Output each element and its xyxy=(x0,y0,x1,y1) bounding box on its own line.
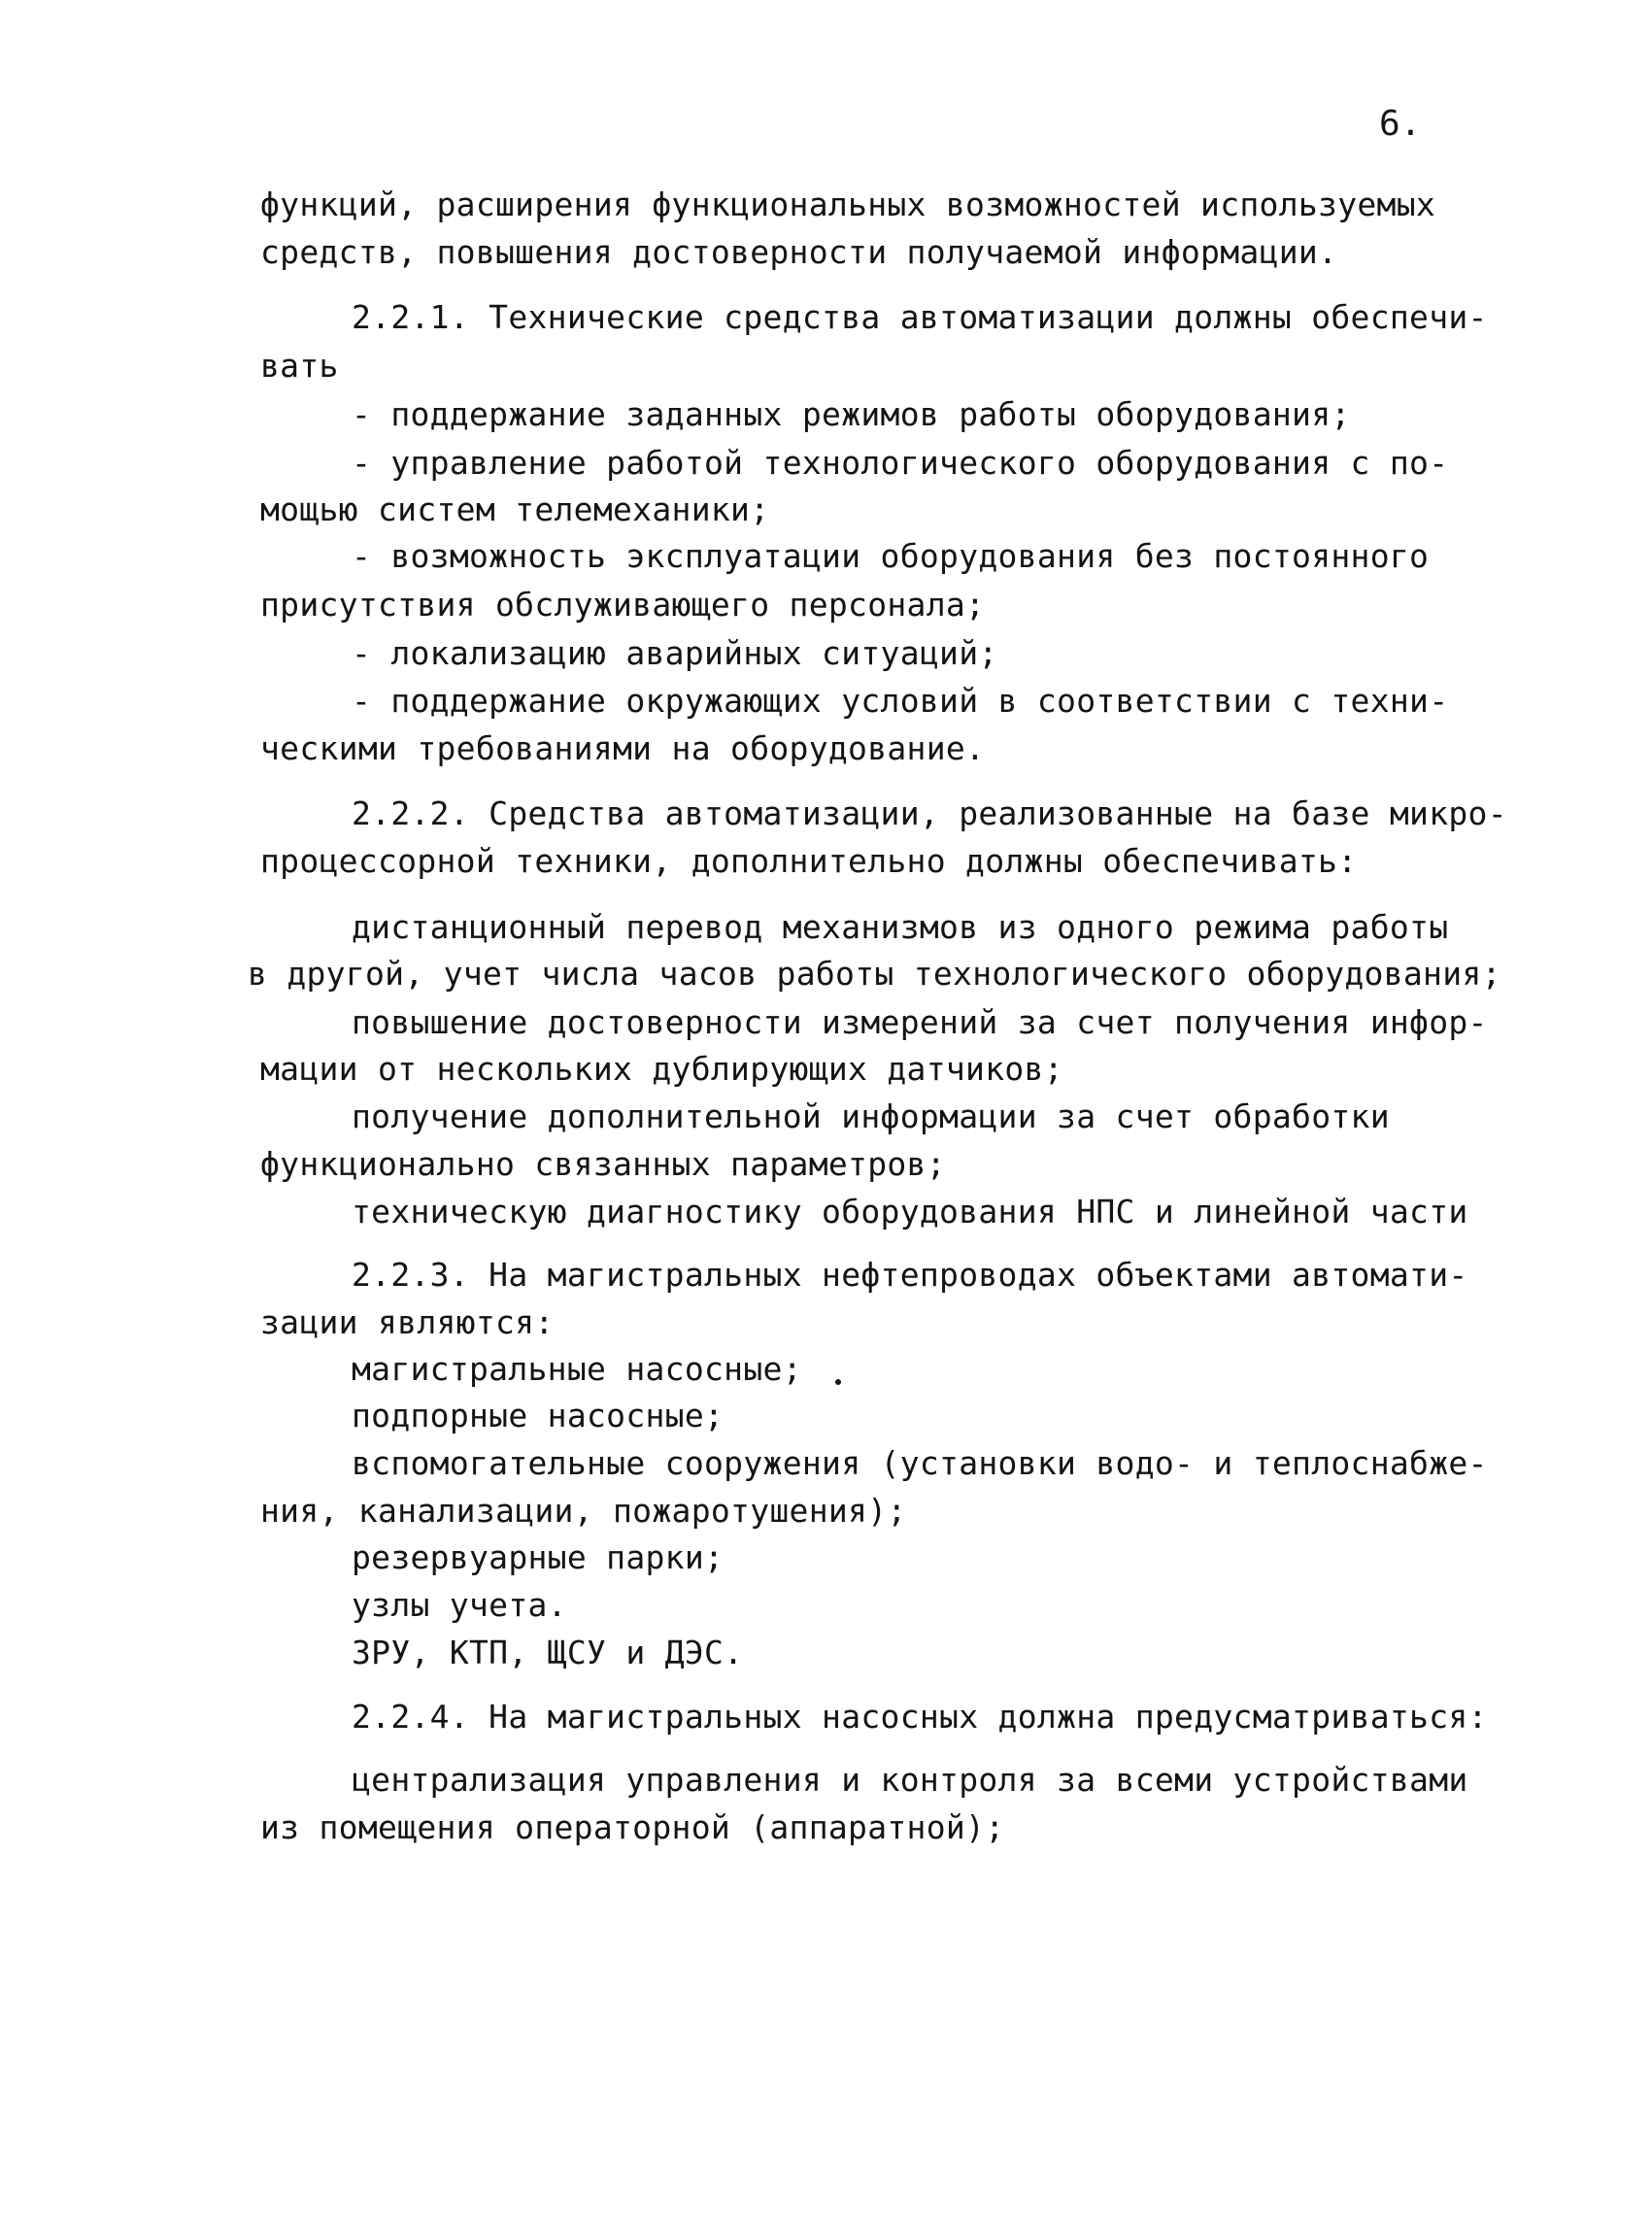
list-item: ЗРУ, КТП, ЩСУ и ДЭС. xyxy=(352,1634,744,1671)
text-line: ния, канализации, пожаротушения); xyxy=(260,1492,907,1530)
page-number: 6. xyxy=(1379,104,1422,144)
list-item: - локализацию аварийных ситуаций; xyxy=(352,634,998,672)
list-item: - поддержание окружающих условий в соответствии с техни- xyxy=(352,682,1449,720)
text-line: процессорной техники, дополнительно должны обеспечивать: xyxy=(260,842,1358,880)
text-line: в другой, учет числа часов работы технологического оборудования; xyxy=(248,955,1501,993)
list-item: - поддержание заданных режимов работы оборудования; xyxy=(352,395,1351,433)
list-item: повышение достоверности измерений за счет получения инфор- xyxy=(352,1003,1488,1041)
section-heading-2-2-1: 2.2.1. Технические средства автоматизации должны обеспечи- xyxy=(352,298,1488,336)
list-item: - возможность эксплуатации оборудования без постоянного xyxy=(352,537,1430,575)
text-line: функционально связанных параметров; xyxy=(260,1145,946,1183)
text-line: ческими требованиями на оборудование. xyxy=(260,729,986,767)
list-item: узлы учета. xyxy=(352,1586,567,1624)
list-item: дистанционный перевод механизмов из одного режима работы xyxy=(352,908,1449,946)
list-item: - управление работой технологического оборудования с по- xyxy=(352,444,1449,482)
section-heading-2-2-3: 2.2.3. На магистральных нефтепроводах объектами автомати- xyxy=(352,1256,1468,1294)
text-line: функций, расширения функциональных возможностей используемых xyxy=(260,186,1436,223)
list-item: техническую диагностику оборудования НПС и линейной части xyxy=(352,1193,1468,1231)
list-item: резервуарные парки; xyxy=(352,1538,725,1576)
text-line: средств, повышения достоверности получаемой информации. xyxy=(260,233,1338,271)
text-line: мации от нескольких дублирующих датчиков; xyxy=(260,1050,1063,1088)
list-item: вспомогательные сооружения (установки водо- и теплоснабже- xyxy=(352,1444,1488,1482)
list-item: централизация управления и контроля за всеми устройствами xyxy=(352,1761,1468,1799)
text-line: мощью систем телемеханики; xyxy=(260,490,770,528)
list-item: получение дополнительной информации за счет обработки xyxy=(352,1097,1390,1135)
text-line: из помещения операторной (аппаратной); xyxy=(260,1808,1005,1846)
text-line: зации являются: xyxy=(260,1303,555,1341)
text-line: присутствия обслуживающего персонала; xyxy=(260,586,986,624)
section-heading-2-2-4: 2.2.4. На магистральных насосных должна предусматриваться: xyxy=(352,1698,1488,1736)
section-heading-2-2-2: 2.2.2. Средства автоматизации, реализованные на базе микро- xyxy=(352,794,1507,832)
list-item: магистральные насосные; xyxy=(352,1350,802,1388)
text-line: вать xyxy=(260,347,339,385)
scan-speck xyxy=(835,1379,841,1385)
list-item: подпорные насосные; xyxy=(352,1397,725,1434)
